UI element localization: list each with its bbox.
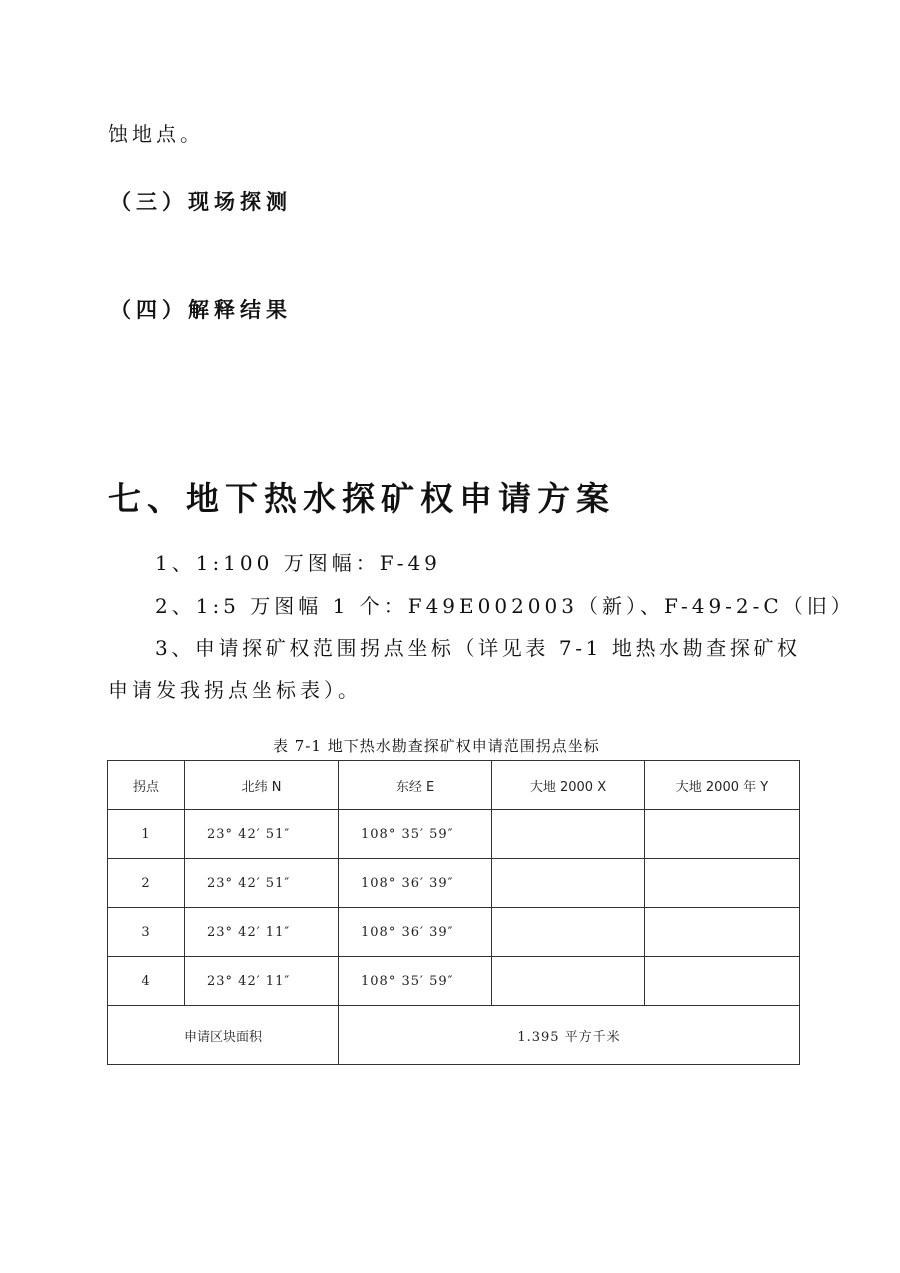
point-id-cell: 1 bbox=[108, 810, 185, 859]
latitude-cell: 23° 42′ 51″ bbox=[185, 810, 339, 859]
latitude-cell: 23° 42′ 51″ bbox=[185, 859, 339, 908]
table-row bbox=[108, 957, 800, 1006]
table-row bbox=[108, 908, 800, 957]
section-heading-4: （四）解释结果 bbox=[110, 298, 292, 322]
list-item-3-continuation: 申请发我拐点坐标表）。 bbox=[108, 678, 362, 702]
table-caption: 表 7-1 地下热水勘查探矿权申请范围拐点坐标 bbox=[273, 737, 600, 755]
header-cell: 北纬 N bbox=[185, 761, 339, 810]
latitude-cell: 23° 42′ 11″ bbox=[185, 908, 339, 957]
longitude-cell: 108° 36′ 39″ bbox=[339, 908, 492, 957]
table-row bbox=[108, 810, 800, 859]
x-cell bbox=[492, 908, 645, 957]
header-cell: 大地 2000 年 Y bbox=[645, 761, 800, 810]
coordinate-table bbox=[107, 760, 800, 1065]
header-cell: 大地 2000 X bbox=[492, 761, 645, 810]
y-cell bbox=[645, 810, 800, 859]
paragraph-continuation: 蚀地点。 bbox=[108, 122, 204, 146]
header-cell: 拐点 bbox=[108, 761, 185, 810]
x-cell bbox=[492, 957, 645, 1006]
y-cell bbox=[645, 957, 800, 1006]
x-cell bbox=[492, 859, 645, 908]
point-id-cell: 3 bbox=[108, 908, 185, 957]
y-cell bbox=[645, 859, 800, 908]
latitude-cell: 23° 42′ 11″ bbox=[185, 957, 339, 1006]
longitude-cell: 108° 36′ 39″ bbox=[339, 859, 492, 908]
x-cell bbox=[492, 810, 645, 859]
table-row bbox=[108, 859, 800, 908]
list-item-1: 1、1:100 万图幅：F-49 bbox=[155, 551, 441, 575]
area-label-cell: 申请区块面积 bbox=[108, 1006, 339, 1065]
area-value-cell: 1.395 平方千米 bbox=[339, 1006, 800, 1065]
longitude-cell: 108° 35′ 59″ bbox=[339, 957, 492, 1006]
y-cell bbox=[645, 908, 800, 957]
longitude-cell: 108° 35′ 59″ bbox=[339, 810, 492, 859]
list-item-2: 2、1:5 万图幅 1 个：F49E002003（新）、F-49-2-C（旧） bbox=[155, 594, 855, 618]
list-item-3: 3、申请探矿权范围拐点坐标（详见表 7-1 地热水勘查探矿权 bbox=[155, 636, 801, 660]
header-cell: 东经 E bbox=[339, 761, 492, 810]
section-heading-3: （三）现场探测 bbox=[110, 190, 292, 214]
area-row bbox=[108, 1006, 800, 1065]
point-id-cell: 4 bbox=[108, 957, 185, 1006]
point-id-cell: 2 bbox=[108, 859, 185, 908]
table-header-row bbox=[108, 761, 800, 810]
chapter-title: 七、地下热水探矿权申请方案 bbox=[108, 479, 615, 518]
